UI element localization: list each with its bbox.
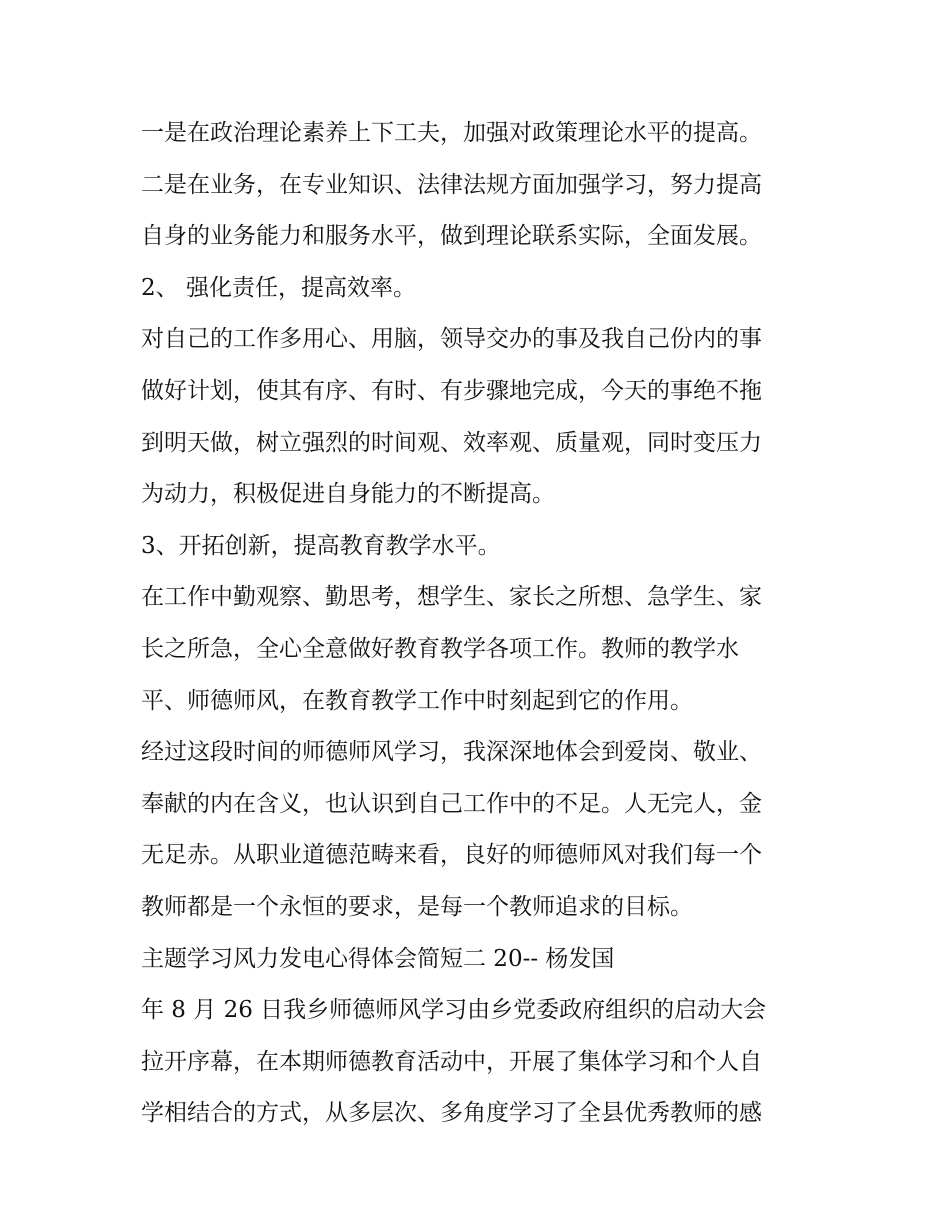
section-title: 主题学习风力发电心得体会简短二 20-- 杨发国 [141, 945, 615, 972]
text-line: 年 8 月 26 日我乡师德师风学习由乡党委政府组织的启动大会 [141, 997, 767, 1024]
text-line: 在工作中勤观察、勤思考，想学生、家长之所想、急学生、家 [141, 584, 762, 611]
text-line: 对自己的工作多用心、用脑，领导交办的事及我自己份内的事 [141, 326, 762, 353]
text-line: 奉献的内在含义，也认识到自己工作中的不足。人无完人，金 [141, 790, 762, 817]
text-line: 到明天做，树立强烈的时间观、效率观、质量观，同时变压力 [141, 429, 762, 456]
text-line: 自身的业务能力和服务水平，做到理论联系实际，全面发展。 [141, 223, 762, 250]
text-line: 平、师德师风，在教育教学工作中时刻起到它的作用。 [141, 687, 693, 714]
text-line: 做好计划，使其有序、有时、有步骤地完成，今天的事绝不拖 [141, 377, 762, 404]
text-line: 学相结合的方式，从多层次、多角度学习了全县优秀教师的感 [141, 1100, 762, 1127]
text-line: 无足赤。从职业道德范畴来看，良好的师德师风对我们每一个 [141, 842, 762, 869]
section-heading: 2、 强化责任，提高效率。 [141, 274, 416, 301]
text-line: 长之所急，全心全意做好教育教学各项工作。教师的教学水 [141, 635, 739, 662]
text-line: 教师都是一个永恒的要求，是每一个教师追求的目标。 [141, 893, 693, 920]
document-body [141, 108, 813, 1140]
text-line: 拉开序幕，在本期师德教育活动中，开展了集体学习和个人自 [141, 1048, 762, 1075]
text-line: 一是在政治理论素养上下工夫，加强对政策理论水平的提高。 [141, 120, 762, 146]
section-heading: 3、开拓创新，提高教育教学水平。 [141, 532, 501, 559]
text-line: 为动力，积极促进自身能力的不断提高。 [141, 481, 555, 508]
text-line: 二是在业务，在专业知识、法律法规方面加强学习，努力提高 [141, 171, 762, 198]
text-line: 经过这段时间的师德师风学习，我深深地体会到爱岗、敬业、 [141, 739, 762, 766]
